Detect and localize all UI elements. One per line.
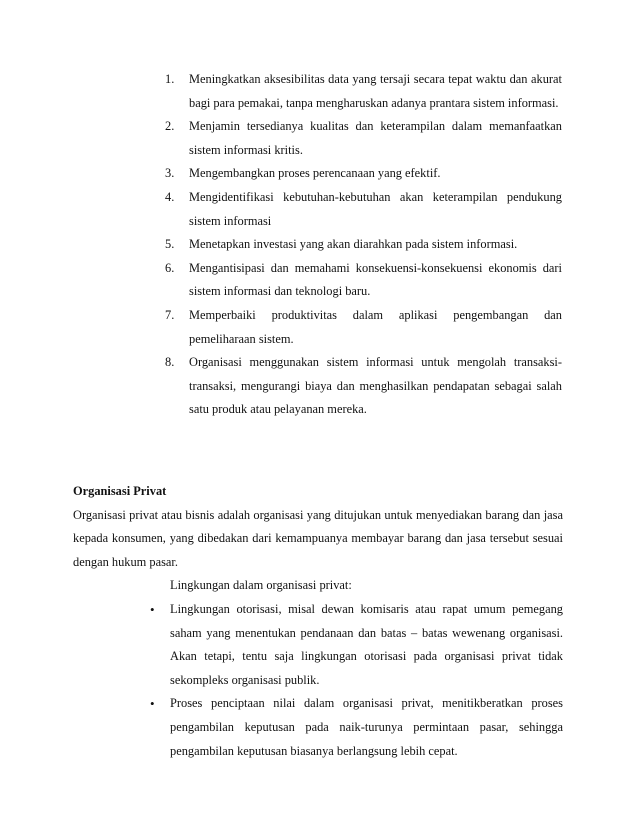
- section-paragraph: Organisasi privat atau bisnis adalah organisasi yang ditujukan untuk menyediakan barang dan jasa kepada konsumen, yang dibedakan dari kemampuanya membayar barang dan jasa tersebut sesuai dengan hukum pasar.: [73, 507, 563, 569]
- list-number: 4.: [165, 189, 175, 204]
- list-item: [165, 257, 562, 304]
- bullet-text: Lingkungan otorisasi, misal dewan komisaris atau rapat umum pemegang saham yang menentukan pendanaan dan batas – batas wewenang organisasi. Akan tetapi, tentu saja lingkungan otorisasi pada organisasi privat tidak sekompleks organisasi publik.: [170, 601, 563, 687]
- list-text-line: pemeliharaan sistem.: [189, 331, 294, 346]
- list-item: [165, 351, 562, 422]
- section-heading: Organisasi Privat: [73, 484, 167, 498]
- list-number: 5.: [165, 237, 175, 252]
- list-text: Mengembangkan proses perencanaan yang efektif.: [189, 166, 441, 181]
- list-text: Mengidentifikasi kebutuhan-kebutuhan akan keterampilan pendukung sistem informasi: [189, 189, 562, 228]
- list-text: Organisasi menggunakan sistem informasi untuk mengolah transaksi-transaksi, mengurangi biaya dan menghasilkan pendapatan sebagai salah satu produk atau pelayanan mereka.: [189, 355, 562, 417]
- list-number: 3.: [165, 166, 175, 181]
- bullet-list: [73, 598, 563, 763]
- list-item: [165, 186, 562, 233]
- list-text: Meningkatkan aksesibilitas data yang tersaji secara tepat waktu dan akurat bagi para pemakai, tanpa mengharuskan adanya prantara sistem informasi.: [189, 72, 562, 110]
- bullet-text: Proses penciptaan nilai dalam organisasi privat, menitikberatkan proses pengambilan keputusan pada naik-turunya permintaan pasar, sehingga pengambilan keputusan biasanya berlangsung lebih cepat.: [170, 696, 563, 758]
- bullet-intro: Lingkungan dalam organisasi privat:: [170, 578, 352, 593]
- list-item: [165, 233, 562, 257]
- list-text: Menjamin tersedianya kualitas dan keterampilan dalam memanfaatkan sistem informasi kritis.: [189, 119, 562, 157]
- list-number: 2.: [165, 119, 175, 134]
- list-item: [165, 162, 562, 186]
- bullet-icon: •: [150, 696, 155, 712]
- list-number: 7.: [165, 307, 175, 322]
- list-text: Mengantisipasi dan memahami konsekuensi-konsekuensi ekonomis dari sistem informasi dan teknologi baru.: [189, 260, 562, 299]
- list-item: [165, 115, 562, 162]
- numbered-list: [165, 68, 562, 422]
- list-number: 6.: [165, 260, 175, 275]
- list-item: [165, 304, 562, 351]
- list-number: 8.: [165, 355, 175, 370]
- list-item: [165, 68, 562, 115]
- bullet-item: [73, 598, 563, 692]
- list-text-line: Memperbaiki produktivitas dalam aplikasi pengembangan dan: [189, 307, 562, 322]
- section-organisasi-privat: [73, 480, 563, 763]
- bullet-item: [73, 692, 563, 763]
- bullet-icon: •: [150, 601, 155, 617]
- list-number: 1.: [165, 72, 175, 86]
- list-text: Menetapkan investasi yang akan diarahkan pada sistem informasi.: [189, 237, 518, 252]
